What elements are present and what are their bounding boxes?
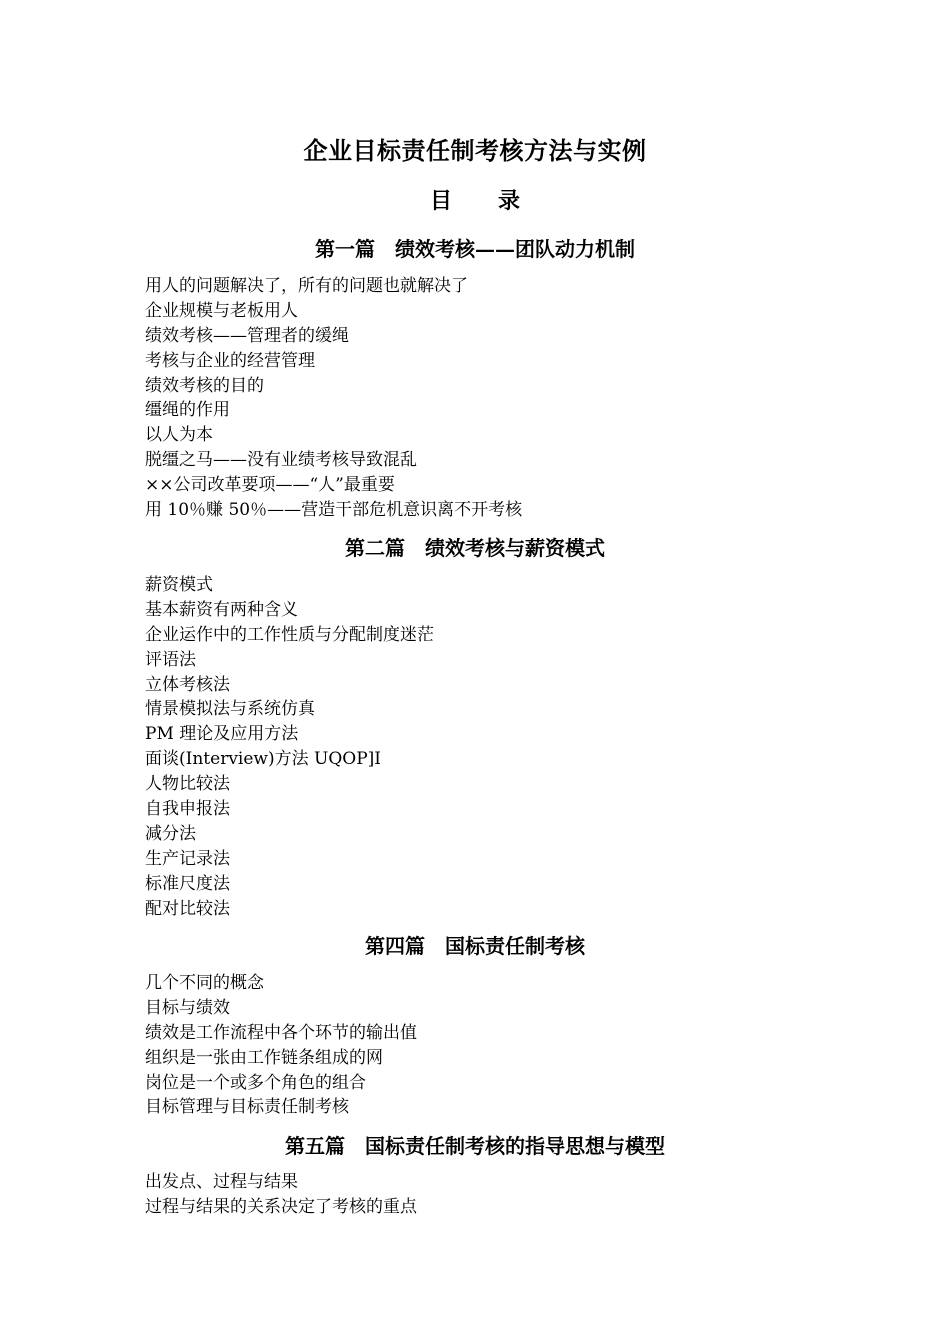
- toc-entry: 立体考核法: [145, 674, 230, 695]
- toc-entry: 以人为本: [145, 425, 213, 446]
- table-of-contents-heading: [0, 184, 950, 218]
- toc-entry: 人物比较法: [145, 774, 230, 795]
- toc-heading-char-2: 录: [498, 188, 521, 214]
- toc-entry: 过程与结果的关系决定了考核的重点: [145, 1196, 417, 1217]
- toc-entry: 企业运作中的工作性质与分配制度迷茫: [145, 624, 434, 645]
- toc-entry: 绩效考核——管理者的缓绳: [145, 325, 349, 346]
- toc-entry: 绩效考核的目的: [145, 375, 264, 396]
- part-2-entries: [145, 573, 434, 921]
- toc-heading-char-1: 目: [429, 188, 452, 214]
- toc-entry: 自我申报法: [145, 799, 230, 820]
- part-2-title: 第二篇 绩效考核与薪资模式: [345, 536, 605, 560]
- toc-entry: 目标管理与目标责任制考核: [145, 1097, 349, 1118]
- toc-entry: 用人的问题解决了，所有的问题也就解决了: [145, 276, 468, 296]
- part-1-title: 第一篇 绩效考核——团队动力机制: [315, 237, 635, 261]
- toc-entry: 几个不同的概念: [145, 973, 264, 993]
- toc-entry: 基本薪资有两种含义: [145, 599, 298, 620]
- toc-entry: PM 理论及应用方法: [145, 724, 299, 745]
- toc-entry: 岗位是一个或多个角色的组合: [145, 1072, 366, 1093]
- part-1-entries: [145, 274, 522, 523]
- toc-entry: 考核与企业的经营管理: [145, 350, 315, 371]
- toc-entry: 情景模拟法与系统仿真: [145, 699, 315, 720]
- toc-entry: 缰绳的作用: [145, 400, 230, 421]
- toc-entry: 评语法: [145, 649, 196, 670]
- toc-entry: ××公司改革要项——“人”最重要: [145, 475, 395, 496]
- toc-entry: 薪资模式: [145, 575, 213, 595]
- toc-entry: 目标与绩效: [145, 997, 230, 1018]
- toc-entry: 脱缰之马——没有业绩考核导致混乱: [145, 450, 417, 471]
- toc-entry: 配对比较法: [145, 898, 230, 919]
- toc-entry: 出发点、过程与结果: [145, 1172, 298, 1192]
- toc-entry: 用 10％赚 50％——营造干部危机意识离不开考核: [145, 500, 523, 521]
- toc-entry: 标准尺度法: [145, 873, 230, 894]
- document-title: 企业目标责任制考核方法与实例: [303, 136, 647, 165]
- toc-entry: 减分法: [145, 823, 196, 844]
- toc-entry: 企业规模与老板用人: [145, 300, 298, 321]
- toc-entry: 组织是一张由工作链条组成的网: [145, 1047, 383, 1068]
- part-4-title: 第四篇 国标责任制考核: [365, 934, 585, 958]
- toc-entry: 面谈(Interview)方法 UQOP]I: [145, 749, 381, 770]
- toc-entry: 绩效是工作流程中各个环节的输出值: [145, 1022, 417, 1043]
- part-5-title: 第五篇 国标责任制考核的指导思想与模型: [285, 1134, 665, 1158]
- toc-entry: 生产记录法: [145, 848, 230, 869]
- part-4-entries: [145, 971, 417, 1120]
- part-5-entries: [145, 1170, 417, 1220]
